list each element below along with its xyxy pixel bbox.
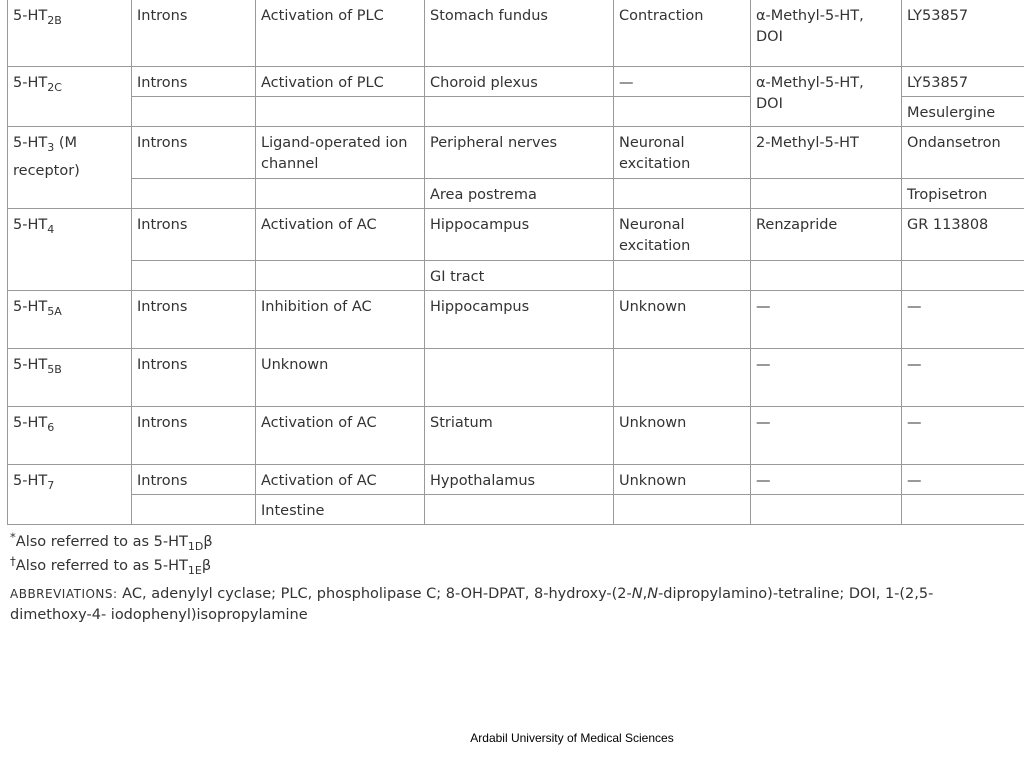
receptor-cell bbox=[8, 348, 132, 406]
structure-cell bbox=[132, 178, 256, 208]
abbreviations-italic: N bbox=[647, 586, 659, 602]
agonist-cell: — bbox=[751, 348, 902, 406]
table-row bbox=[8, 126, 1024, 178]
transduction-cell: Activation of AC bbox=[256, 464, 425, 494]
function-cell: Unknown bbox=[614, 290, 751, 348]
receptor-subtype: 5A bbox=[47, 304, 62, 318]
footnote-text: Also referred to as 5-HT bbox=[15, 534, 188, 550]
transduction-cell: Activation of PLC bbox=[256, 0, 425, 66]
receptor-subtype: 7 bbox=[47, 478, 55, 492]
structure-cell bbox=[132, 494, 256, 524]
structure-cell: Introns bbox=[132, 66, 256, 96]
antagonist-cell: LY53857 bbox=[902, 66, 1024, 96]
agonist-cell bbox=[751, 260, 902, 290]
location-cell: Hippocampus bbox=[425, 208, 614, 260]
receptor-name: 5-HT bbox=[13, 298, 48, 315]
function-cell bbox=[614, 348, 751, 406]
function-cell: Unknown bbox=[614, 464, 751, 494]
table-row bbox=[8, 178, 1024, 208]
footnote-suffix: β bbox=[203, 534, 213, 550]
function-cell bbox=[614, 96, 751, 126]
agonist-cell: — bbox=[751, 290, 902, 348]
structure-cell: Introns bbox=[132, 464, 256, 494]
antagonist-cell bbox=[902, 260, 1024, 290]
receptor-cell bbox=[8, 66, 132, 126]
footnote-2 bbox=[10, 554, 1000, 578]
abbreviations-italic: N bbox=[631, 586, 643, 602]
function-cell bbox=[614, 178, 751, 208]
function-cell bbox=[614, 494, 751, 524]
antagonist-cell: Mesulergine bbox=[902, 96, 1024, 126]
receptor-cell bbox=[8, 464, 132, 524]
antagonist-cell: Ondansetron bbox=[902, 126, 1024, 178]
receptor-table bbox=[7, 0, 1024, 525]
structure-cell: Introns bbox=[132, 126, 256, 178]
table-row bbox=[8, 290, 1024, 348]
location-cell: Choroid plexus bbox=[425, 66, 614, 96]
table-row bbox=[8, 406, 1024, 464]
receptor-name: 5-HT bbox=[13, 8, 48, 24]
agonist-cell: — bbox=[751, 406, 902, 464]
antagonist-cell bbox=[902, 494, 1024, 524]
abbreviations-text: , bbox=[642, 586, 648, 602]
agonist-cell bbox=[751, 178, 902, 208]
receptor-alias: (M receptor) bbox=[13, 134, 80, 179]
receptor-cell bbox=[8, 290, 132, 348]
receptor-name: 5-HT bbox=[13, 414, 48, 431]
structure-cell bbox=[132, 260, 256, 290]
receptor-cell bbox=[8, 208, 132, 290]
footnotes bbox=[10, 530, 1000, 626]
function-cell bbox=[614, 260, 751, 290]
agonist-cell: α-Methyl-5-HT, DOI bbox=[751, 66, 902, 126]
location-cell bbox=[425, 494, 614, 524]
transduction-cell bbox=[256, 260, 425, 290]
structure-cell: Introns bbox=[132, 208, 256, 260]
agonist-cell: α-Methyl-5-HT, DOI bbox=[751, 0, 902, 66]
footnote-subscript: 1D bbox=[187, 539, 204, 553]
table-row bbox=[8, 494, 1024, 524]
footnote-marker: * bbox=[10, 529, 16, 544]
table-row bbox=[8, 348, 1024, 406]
antagonist-cell: — bbox=[902, 406, 1024, 464]
location-cell: Area postrema bbox=[425, 178, 614, 208]
receptor-table-container bbox=[7, 0, 1024, 525]
location-cell bbox=[425, 348, 614, 406]
function-cell: Neuronal excitation bbox=[614, 208, 751, 260]
footer-credit: Ardabil University of Medical Sciences bbox=[470, 731, 674, 745]
receptor-name: 5-HT bbox=[13, 356, 48, 373]
abbreviations-text: -dipropylamino)-tetraline; DOI, 1-(2,5-dimethoxy-4- iodophenyl)isopropylamine bbox=[10, 586, 934, 623]
function-cell: Neuronal excitation bbox=[614, 126, 751, 178]
antagonist-cell: GR 113808 bbox=[902, 208, 1024, 260]
receptor-cell bbox=[8, 126, 132, 208]
antagonist-cell: — bbox=[902, 348, 1024, 406]
agonist-cell bbox=[751, 494, 902, 524]
antagonist-cell: — bbox=[902, 464, 1024, 494]
transduction-cell bbox=[256, 96, 425, 126]
transduction-cell: Activation of AC bbox=[256, 406, 425, 464]
location-cell: Stomach fundus bbox=[425, 0, 614, 66]
antagonist-cell: — bbox=[902, 290, 1024, 348]
structure-cell bbox=[132, 96, 256, 126]
abbreviations-text: AC, adenylyl cyclase; PLC, phospholipase C; 8-OH-DPAT, 8-hydroxy-(2- bbox=[117, 586, 632, 602]
receptor-subtype: 2C bbox=[47, 80, 62, 94]
table-row bbox=[8, 66, 1024, 96]
agonist-cell: — bbox=[751, 464, 902, 494]
footnote-subscript: 1E bbox=[187, 563, 202, 577]
footnote-marker: † bbox=[10, 553, 16, 568]
transduction-cell bbox=[256, 178, 425, 208]
agonist-cell: Renzapride bbox=[751, 208, 902, 260]
receptor-subtype: 6 bbox=[47, 420, 55, 434]
receptor-name: 5-HT bbox=[13, 472, 48, 489]
receptor-name: 5-HT bbox=[13, 134, 48, 151]
receptor-name: 5-HT bbox=[13, 74, 48, 91]
agonist-cell: 2-Methyl-5-HT bbox=[751, 126, 902, 178]
receptor-subtype: 2B bbox=[47, 13, 62, 27]
footnote-text: Also referred to as 5-HT bbox=[15, 558, 188, 574]
location-cell: Hippocampus bbox=[425, 290, 614, 348]
transduction-cell: Intestine bbox=[256, 494, 425, 524]
function-cell: Contraction bbox=[614, 0, 751, 66]
location-cell: Peripheral nerves bbox=[425, 126, 614, 178]
receptor-subtype: 5B bbox=[47, 362, 62, 376]
structure-cell: Introns bbox=[132, 348, 256, 406]
abbreviations-note bbox=[10, 584, 1000, 626]
receptor-cell bbox=[8, 0, 132, 66]
transduction-cell: Ligand-operated ion channel bbox=[256, 126, 425, 178]
transduction-cell: Inhibition of AC bbox=[256, 290, 425, 348]
transduction-cell: Unknown bbox=[256, 348, 425, 406]
structure-cell: Introns bbox=[132, 406, 256, 464]
function-cell: Unknown bbox=[614, 406, 751, 464]
table-row bbox=[8, 260, 1024, 290]
footnote-suffix: β bbox=[201, 558, 212, 574]
receptor-name: 5-HT bbox=[13, 216, 48, 233]
receptor-subtype: 4 bbox=[47, 222, 55, 236]
receptor-subtype: 3 bbox=[47, 140, 55, 154]
location-cell: GI tract bbox=[425, 260, 614, 290]
structure-cell: Introns bbox=[132, 0, 256, 66]
transduction-cell: Activation of AC bbox=[256, 208, 425, 260]
antagonist-cell: Tropisetron bbox=[902, 178, 1024, 208]
table-row bbox=[8, 464, 1024, 494]
table-row bbox=[8, 208, 1024, 260]
location-cell: Striatum bbox=[425, 406, 614, 464]
antagonist-cell: LY53857 bbox=[902, 0, 1024, 66]
transduction-cell: Activation of PLC bbox=[256, 66, 425, 96]
footnote-1 bbox=[10, 530, 1000, 554]
structure-cell: Introns bbox=[132, 290, 256, 348]
receptor-cell bbox=[8, 406, 132, 464]
location-cell: Hypothalamus bbox=[425, 464, 614, 494]
abbreviations-heading: ABBREVIATIONS: bbox=[10, 587, 118, 601]
location-cell bbox=[425, 96, 614, 126]
table-row bbox=[8, 0, 1024, 66]
function-cell: — bbox=[614, 66, 751, 96]
